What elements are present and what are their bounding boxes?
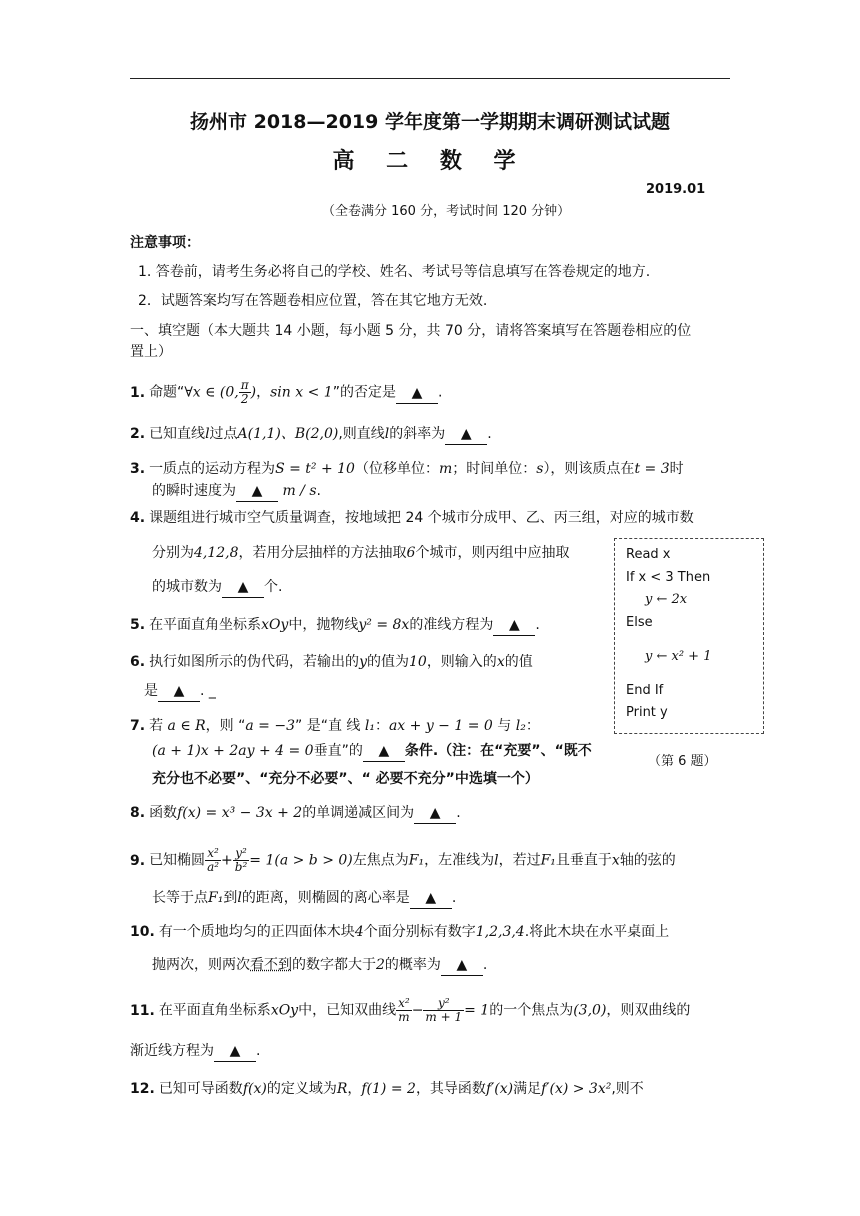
answer-blank: ▲ — [445, 424, 487, 445]
question-9: 9. 已知椭圆 $\frac{\text{x²}}{\text{a²}}$ + $\frac{\text{y²}}{\text{b²}}$ = 1(a > b > 0)左焦点为F₁，左准线为l，若过F₁且垂直于x轴的弦的 — [130, 846, 676, 874]
question-10: 10. 有一个质地均匀的正四面体木块4个面分别标有数字1,2,3,4.将此木块在水平桌面上 — [130, 924, 670, 940]
question-9-line2: 长等于点F₁到l的距离，则椭圆的离心率是 ▲ . — [152, 888, 456, 909]
document-subject: 高 二 数 学 — [332, 149, 528, 174]
question-3-line2: 的瞬时速度为 ▲ m / s. — [152, 481, 321, 502]
notice-heading: 注意事项： — [130, 235, 200, 251]
question-12: 12. 已知可导函数f(x)的定义域为R，f(1) = 2，其导函数f′(x)满足f′(x) > 3x²,则不 — [130, 1081, 644, 1097]
question-2: 2. 已知直线l过点A(1,1)、B(2,0),则直线l的斜率为 ▲ . — [130, 424, 492, 445]
exam-info: （全卷满分 160 分，考试时间 120 分钟） — [322, 204, 571, 219]
answer-blank: ▲ — [158, 681, 200, 702]
pseudocode-box — [614, 538, 764, 734]
answer-blank: ▲ — [410, 888, 452, 909]
figure-caption: （第 6 题） — [648, 754, 717, 769]
question-7: 7. 若 a ∈ R，则 “a = −3” 是“直 线 l₁：ax + y − 1 = 0 与 l₂： — [130, 718, 540, 734]
notice-item: 1. 答卷前，请考生务必将自己的学校、姓名、考试号等信息填写在答卷规定的地方. — [138, 264, 651, 280]
question-11: 11. 在平面直角坐标系xOy中，已知双曲线 $\frac{\text{x²}}{m}$ − $\frac{\text{y²}}{m + 1}$ = 1的一个焦点为(3,0)，则双曲线的 — [130, 996, 691, 1024]
answer-blank: ▲ — [414, 803, 456, 824]
header-rule — [130, 78, 730, 79]
question-6-line2: 是 ▲ . _ — [144, 681, 216, 702]
code-line: If x < 3 Then — [626, 570, 711, 585]
question-7-line3: 充分也不必要”、“充分不必要”、“ 必要不充分”中选填一个） — [152, 771, 539, 787]
answer-blank: ▲ — [363, 741, 405, 762]
question-7-line2: (a + 1)x + 2ay + 4 = 0垂直”的 ▲ 条件.（注：在“充要”、“既不 — [152, 741, 592, 762]
fraction-pi-over-2: $\frac{\pi}{2}$ — [240, 378, 249, 406]
code-line: Read x — [626, 547, 671, 562]
question-3: 3. 一质点的运动方程为S = t² + 10（位移单位：m；时间单位：s），则该质点在t = 3时 — [130, 461, 684, 477]
question-11-line2: 渐近线方程为 ▲ . — [130, 1041, 260, 1062]
answer-blank: ▲ — [493, 615, 535, 636]
answer-blank: ▲ — [214, 1041, 256, 1062]
question-4: 4. 课题组进行城市空气质量调查，按地域把 24 个城市分成甲、乙、丙三组，对应的城市数 — [130, 510, 694, 526]
notice-item: 2．试题答案均写在答题卷相应位置，答在其它地方无效. — [138, 293, 488, 309]
question-5: 5. 在平面直角坐标系xOy中，抛物线y² = 8x的准线方程为 ▲ . — [130, 615, 540, 636]
answer-blank: ▲ — [441, 955, 483, 976]
section-heading: 一、填空题（本大题共 14 小题，每小题 5 分，共 70 分，请将答案填写在答题卷相应的位 — [130, 323, 692, 339]
question-10-line2: 抛两次，则两次看不到的数字都大于2的概率为 ▲ . — [152, 955, 487, 976]
code-line: y ← x² + 1 — [645, 649, 712, 664]
code-line: Else — [626, 615, 653, 630]
question-8: 8. 函数f(x) = x³ − 3x + 2的单调递减区间为 ▲ . — [130, 803, 461, 824]
code-line: End If — [626, 683, 664, 698]
code-line: Print y — [626, 705, 668, 720]
fraction-x2-m: $\frac{\text{x²}}{m}$ — [398, 996, 410, 1024]
question-6: 6. 执行如图所示的伪代码，若输出的y的值为10，则输入的x的值 — [130, 654, 533, 670]
code-line: y ← 2x — [645, 592, 688, 607]
answer-blank: ▲ — [236, 481, 278, 502]
section-heading-cont: 置上） — [130, 344, 172, 360]
fraction-x2-a2: $\frac{\text{x²}}{\text{a²}}$ — [207, 846, 220, 874]
answer-blank: ▲ — [396, 383, 438, 404]
question-4-line2: 分别为4,12,8，若用分层抽样的方法抽取6个城市，则丙组中应抽取 — [152, 545, 570, 561]
question-4-line3: 的城市数为 ▲ 个. — [152, 577, 282, 598]
fraction-y2-b2: $\frac{\text{y²}}{\text{b²}}$ — [234, 846, 248, 874]
document-title: 扬州市 2018—2019 学年度第一学期期末调研测试试题 — [190, 111, 670, 133]
question-1: 1. 命题“∀x ∈ (0, $\frac{\pi}{2}$ )，sin x < 1”的否定是 ▲ . — [130, 378, 443, 406]
exam-date: 2019.01 — [646, 182, 706, 197]
answer-blank: ▲ — [222, 577, 264, 598]
fraction-y2-m-plus-1: $\frac{\text{y²}}{m + 1}$ — [425, 996, 463, 1024]
